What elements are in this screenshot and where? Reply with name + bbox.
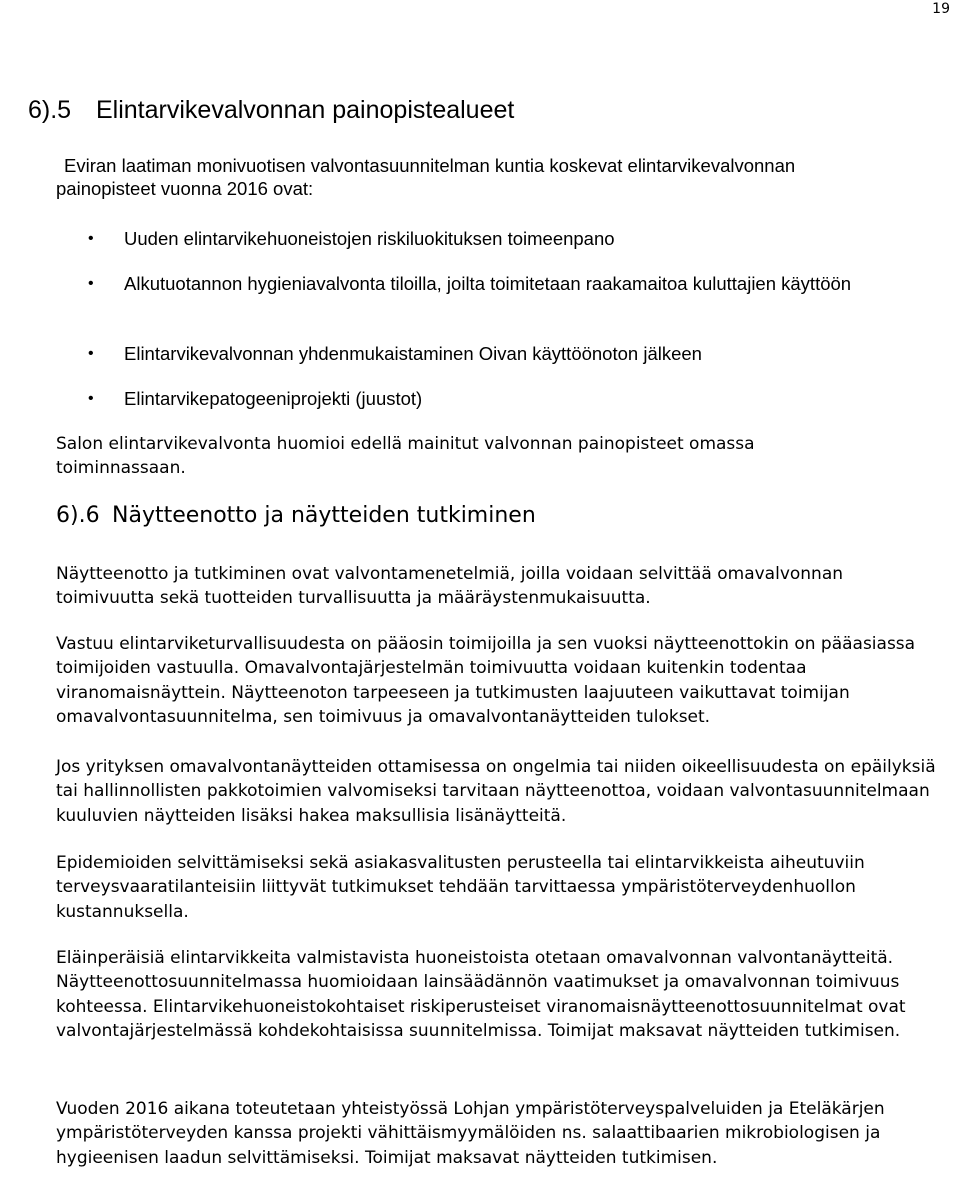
section-title: Elintarvikevalvonnan painopistealueet — [96, 96, 515, 124]
body-paragraph: Epidemioiden selvittämiseksi sekä asiakasvalitusten perusteella tai elintarvikkeista aiheutuviin terveysvaaratilanteisiin liittyvät tutkimukset tehdään tarvittaessa ympäristöterveydenhuollon kustannuksella. — [56, 853, 865, 922]
section-number: 6).6 — [56, 503, 100, 528]
section-intro — [56, 154, 936, 200]
intro-line: painopisteet vuonna 2016 ovat: — [56, 178, 314, 199]
list-item — [88, 227, 924, 250]
bullet-icon: • — [88, 230, 94, 247]
body-paragraph: Näytteenotto ja tutkiminen ovat valvontamenetelmiä, joilla voidaan selvittää omavalvonnan toimivuutta sekä tuotteiden turvallisuutta ja määräystenmukaisuutta. — [56, 564, 844, 609]
list-item — [88, 387, 924, 410]
list-item-text: Alkutuotannon hygieniavalvonta tiloilla, joilta toimitetaan raakamaitoa kuluttajien käyttöön — [124, 273, 852, 294]
section-heading-6-5 — [28, 95, 514, 125]
list-item-text: Elintarvikevalvonnan yhdenmukaistaminen Oivan käyttöönoton jälkeen — [124, 343, 702, 364]
bullet-icon: • — [88, 275, 94, 292]
list-item-text: Uuden elintarvikehuoneistojen riskiluokituksen toimeenpano — [124, 228, 615, 249]
list-item — [88, 342, 924, 365]
body-paragraph: Vuoden 2016 aikana toteutetaan yhteistyössä Lohjan ympäristöterveyspalveluiden ja Eteläkärjen ympäristöterveyden kanssa projekti vähittäismyymälöiden ns. salaattibaarien mikrobiologisen ja hygieenisen laadun selvittämiseksi. Toimijat maksavat näytteiden tutkimisen. — [56, 1099, 885, 1168]
body-paragraph: Jos yrityksen omavalvontanäytteiden ottamisessa on ongelmia tai niiden oikeellisuudesta on epäilyksiä tai hallinnollisten pakkotoimien valvomiseksi tarvitaan näytteenottoa, voidaan valvontasuunnitelmaan kuuluvien näytteiden lisäksi hakea maksullisia lisänäytteitä. — [56, 757, 936, 826]
section-title: Näytteenotto ja näytteiden tutkiminen — [112, 503, 536, 528]
list-item — [88, 272, 914, 295]
page-number: 19 — [932, 1, 950, 17]
bullet-icon: • — [88, 390, 94, 407]
closing-paragraph: Salon elintarvikevalvonta huomioi edellä mainitut valvonnan painopisteet omassa toiminnassaan. — [56, 434, 755, 479]
section-number: 6).5 — [28, 96, 72, 124]
section-heading-6-6 — [56, 502, 536, 530]
bullet-icon: • — [88, 345, 94, 362]
body-paragraph: Eläinperäisiä elintarvikkeita valmistavista huoneistoista otetaan omavalvonnan valvontanäytteitä. Näytteenottosuunnitelmassa huomioidaan lainsäädännön vaatimukset ja omavalvonnan toimivuus kohteessa. Elintarvikehuoneistokohtaiset riskiperusteiset viranomaisnäytteenottosuunnitelmat ovat valvontajärjestelmässä kohdekohtaisissa suunnitelmissa. Toimijat maksavat näytteiden tutkimisen. — [56, 948, 906, 1041]
intro-line: Eviran laatiman monivuotisen valvontasuunnitelman kuntia koskevat elintarvikevalvonnan — [64, 155, 796, 176]
list-item-text: Elintarvikepatogeeniprojekti (juustot) — [124, 388, 423, 409]
body-paragraph: Vastuu elintarviketurvallisuudesta on pääosin toimijoilla ja sen vuoksi näytteenottokin on pääasiassa toimijoiden vastuulla. Omavalvontajärjestelmän toimivuutta voidaan kuitenkin todentaa viranomaisnäyttein. Näytteenoton tarpeeseen ja tutkimusten laajuuteen vaikuttavat toimijan omavalvontasuunnitelma, sen toimivuus ja omavalvontanäytteiden tulokset. — [56, 634, 916, 727]
